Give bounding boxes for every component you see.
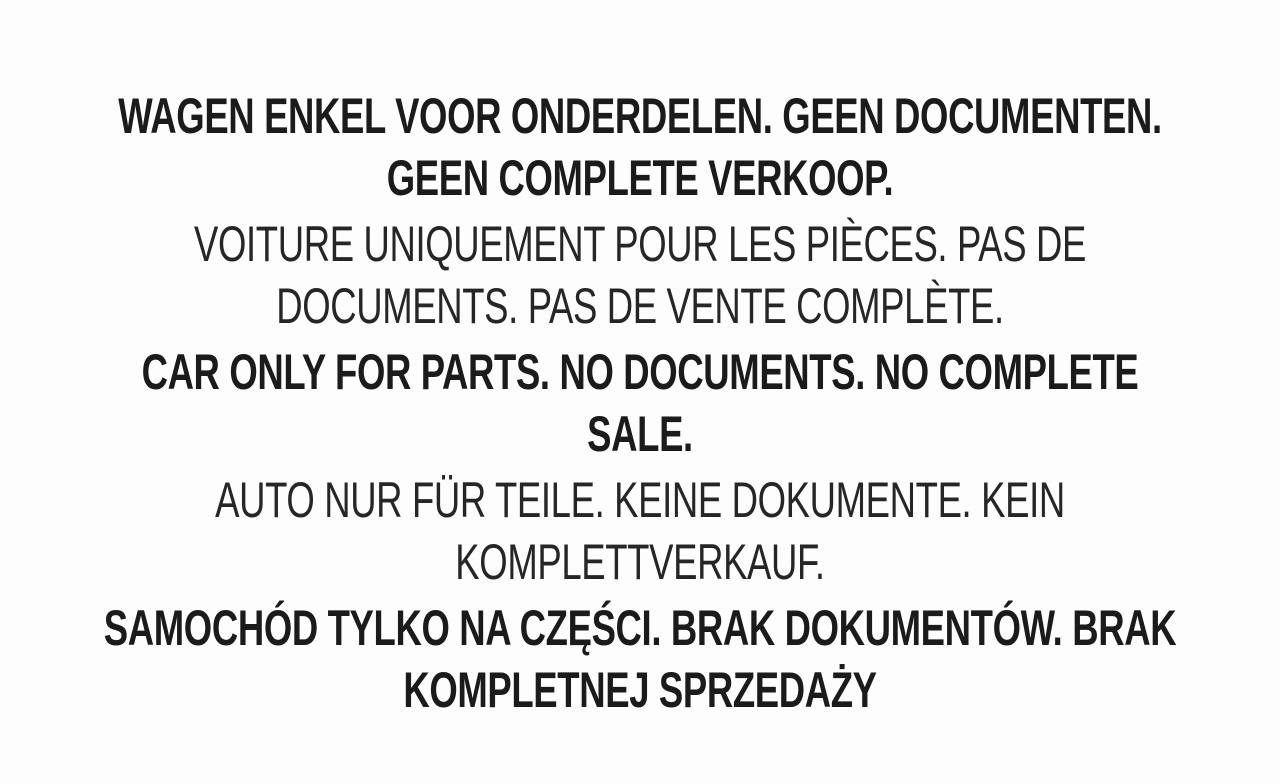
notice-paragraph-polish — [0, 597, 1280, 721]
notice-line-german-2: KOMPLETTVERKAUF. — [455, 534, 825, 590]
notice-line-french-1: VOITURE UNIQUEMENT POUR LES PIÈCES. PAS DE — [194, 216, 1086, 272]
notice-line-english-2: SALE. — [587, 406, 693, 462]
notice-paragraph-dutch — [0, 85, 1280, 209]
notice-line-dutch-2: GEEN COMPLETE VERKOOP. — [386, 150, 894, 206]
notice-line-polish-1: SAMOCHÓD TYLKO NA CZĘŚCI. BRAK DOKUMENTÓW. BRAK — [103, 600, 1177, 656]
notice-paragraph-english — [0, 341, 1280, 465]
notice-line-english-1: CAR ONLY FOR PARTS. NO DOCUMENTS. NO COMPLETE — [141, 344, 1139, 400]
notice-paragraph-french — [0, 213, 1280, 337]
notice-line-french-2: DOCUMENTS. PAS DE VENTE COMPLÈTE. — [276, 278, 1004, 334]
notice-line-dutch-1: WAGEN ENKEL VOOR ONDERDELEN. GEEN DOCUMENTEN. — [118, 88, 1162, 144]
notice-line-german-1: AUTO NUR FÜR TEILE. KEINE DOKUMENTE. KEIN — [215, 472, 1065, 528]
notice-paragraph-german — [0, 469, 1280, 593]
notice-line-polish-2: KOMPLETNEJ SPRZEDAŻY — [403, 662, 877, 718]
